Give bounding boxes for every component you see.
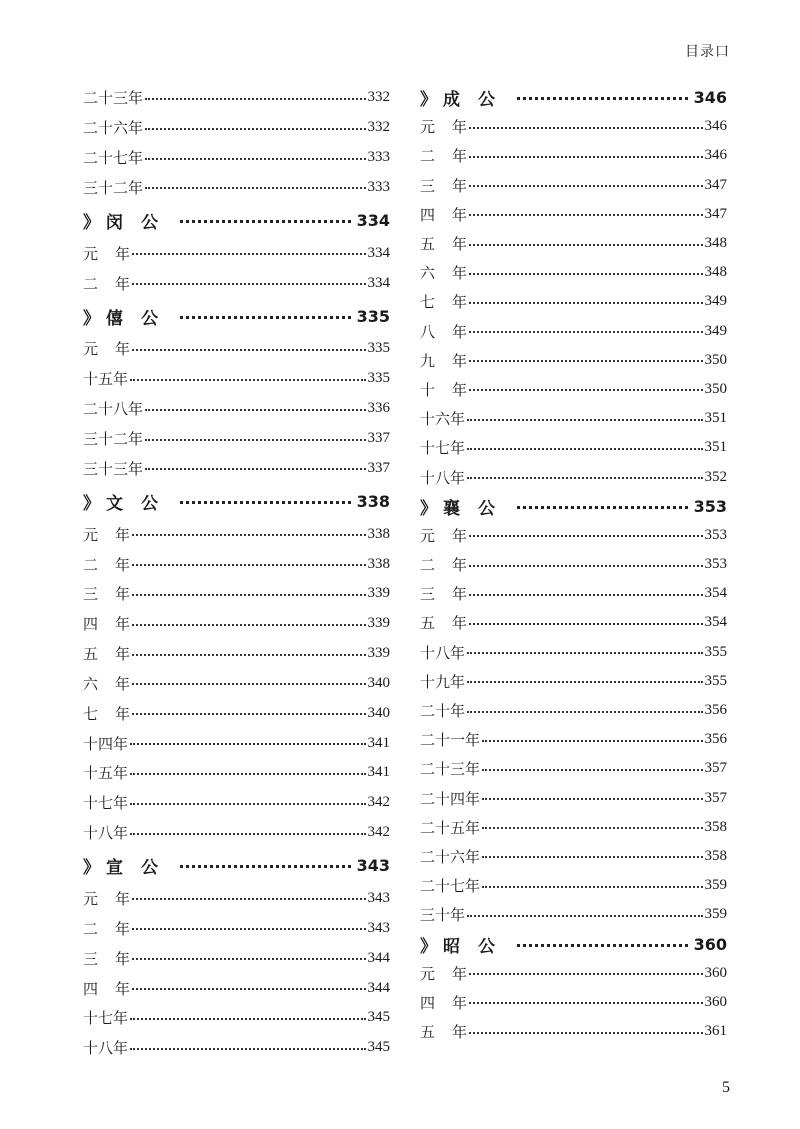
toc-section-heading [420,929,727,958]
toc-entry [420,404,727,433]
dot-leader [469,156,702,158]
toc-section-heading [420,492,727,521]
toc-entry [420,579,727,608]
entry-page-number: 333 [367,149,390,166]
dot-leader [467,419,702,421]
toc-entry [83,334,390,364]
section-title [83,208,158,233]
entry-page-number: 333 [367,178,390,195]
entry-label: 三 年 [83,585,131,604]
entry-label: 四 年 [83,615,131,634]
entry-label: 二 年 [83,919,131,938]
toc-entry [420,608,727,637]
toc-entry [83,453,390,483]
toc-entry [83,143,390,173]
section-marker-icon: 》 [420,498,437,519]
dot-leader [132,654,365,656]
entry-page-number: 335 [367,340,390,357]
entry-page-number: 336 [367,400,390,417]
entry-page-number: 343 [367,919,390,936]
dot-leader [132,928,365,930]
toc-section-heading [83,483,390,519]
dot-leader [132,898,365,900]
toc-entry [83,884,390,914]
entry-page-number: 339 [367,585,390,602]
toc-entry [420,696,727,725]
dot-leader [130,379,365,381]
dot-leader [469,273,702,275]
entry-page-number: 337 [367,430,390,447]
entry-page-number: 335 [367,370,390,387]
entry-page-number: 341 [367,734,390,751]
entry-label: 三十二年 [83,178,144,197]
section-name: 僖 公 [106,308,158,329]
entry-page-number: 358 [704,818,727,835]
page-number: 5 [722,1079,730,1096]
entry-page-number: 356 [704,702,727,719]
entry-label: 二十八年 [83,400,144,419]
dot-leader [469,360,702,362]
entry-page-number: 350 [704,380,727,397]
toc-entry [420,317,727,346]
toc-entry [420,754,727,783]
section-title [420,932,495,957]
entry-label: 二十四年 [420,789,481,808]
entry-label: 十七年 [420,439,466,458]
entry-page-number: 338 [367,525,390,542]
dot-leader [180,865,351,868]
dot-leader [132,958,365,960]
toc-entry [83,943,390,973]
entry-label: 十四年 [83,734,129,753]
section-name: 昭 公 [443,936,495,957]
entry-label: 元 年 [83,340,131,359]
dot-leader [469,594,702,596]
entry-page-number: 360 [704,993,727,1010]
dot-leader [482,769,702,771]
entry-page-number: 346 [704,118,727,135]
dot-leader [132,713,365,715]
entry-page-number: 350 [704,351,727,368]
toc-entry [83,268,390,298]
dot-leader [130,1048,365,1050]
entry-label: 八 年 [420,322,468,341]
entry-label: 二十七年 [83,149,144,168]
toc-entry [420,638,727,667]
entry-page-number: 356 [704,731,727,748]
toc-entry [83,394,390,424]
entry-label: 三 年 [420,585,468,604]
entry-page-number: 346 [693,88,727,108]
entry-page-number: 347 [704,205,727,222]
entry-page-number: 339 [367,615,390,632]
toc-entry [83,818,390,848]
toc-section-heading [420,83,727,112]
toc-entry [420,141,727,170]
dot-leader [145,468,365,470]
entry-label: 十六年 [420,410,466,429]
toc-entry [83,238,390,268]
entry-label: 二十五年 [420,818,481,837]
entry-page-number: 334 [367,274,390,291]
toc-entry [420,229,727,258]
entry-page-number: 344 [367,979,390,996]
entry-page-number: 353 [693,496,727,516]
dot-leader [130,1018,365,1020]
entry-page-number: 340 [367,674,390,691]
toc-entry [83,579,390,609]
entry-page-number: 353 [704,556,727,573]
entry-label: 二 年 [420,147,468,166]
toc-entry [83,913,390,943]
dot-leader [145,187,365,189]
dot-leader [469,185,702,187]
entry-label: 二十三年 [420,760,481,779]
dot-leader [482,827,702,829]
entry-page-number: 349 [704,293,727,310]
entry-page-number: 355 [704,643,727,660]
toc-entry [83,1033,390,1063]
entry-label: 三十二年 [83,430,144,449]
entry-page-number: 359 [704,906,727,923]
dot-leader [132,594,365,596]
entry-page-number: 357 [704,760,727,777]
entry-page-number: 346 [704,147,727,164]
entry-page-number: 338 [356,491,390,511]
entry-label: 十 年 [420,380,468,399]
entry-page-number: 332 [367,89,390,106]
toc-entry [420,667,727,696]
entry-page-number: 334 [367,244,390,261]
entry-label: 二 年 [420,556,468,575]
entry-page-number: 349 [704,322,727,339]
dot-leader [517,97,688,100]
running-header: 目录口 [685,44,730,60]
toc-entry [83,364,390,394]
dot-leader [180,316,351,319]
toc-entry [420,988,727,1017]
entry-label: 十九年 [420,672,466,691]
entry-label: 四 年 [83,979,131,998]
dot-leader [517,506,688,509]
toc-entry [420,725,727,754]
section-marker-icon: 》 [420,90,437,111]
section-title [420,494,495,519]
entry-label: 元 年 [83,889,131,908]
entry-page-number: 345 [367,1039,390,1056]
toc-entry [420,375,727,404]
toc-entry [420,1017,727,1046]
toc-section-heading [83,202,390,238]
entry-label: 二 年 [83,274,131,293]
toc-entry [83,113,390,143]
toc-entry [83,788,390,818]
toc-entry [420,813,727,842]
entry-page-number: 358 [704,847,727,864]
entry-label: 元 年 [420,118,468,137]
dot-leader [469,1002,702,1004]
dot-leader [482,856,702,858]
entry-page-number: 348 [704,264,727,281]
dot-leader [469,302,702,304]
toc-entry [83,83,390,113]
entry-page-number: 342 [367,824,390,841]
entry-page-number: 361 [704,1023,727,1040]
entry-label: 十八年 [420,643,466,662]
dot-leader [132,534,365,536]
section-name: 文 公 [106,493,158,514]
entry-label: 四 年 [420,205,468,224]
toc-entry [420,287,727,316]
entry-label: 九 年 [420,351,468,370]
section-marker-icon: 》 [83,212,100,233]
entry-label: 五 年 [420,614,468,633]
entry-label: 二十七年 [420,877,481,896]
dot-leader [467,681,702,683]
toc-entry [83,758,390,788]
section-name: 襄 公 [443,498,495,519]
entry-label: 二十六年 [420,847,481,866]
section-name: 成 公 [443,90,495,111]
toc-entry [83,698,390,728]
entry-label: 十八年 [420,468,466,487]
dot-leader [132,349,365,351]
entry-page-number: 344 [367,949,390,966]
dot-leader [469,214,702,216]
dot-leader [145,128,365,130]
entry-page-number: 345 [367,1009,390,1026]
entry-page-number: 335 [356,306,390,326]
section-marker-icon: 》 [420,936,437,957]
entry-label: 元 年 [83,525,131,544]
toc-entry [83,424,390,454]
entry-page-number: 355 [704,672,727,689]
entry-page-number: 359 [704,877,727,894]
dot-leader [482,740,702,742]
toc-entry [83,173,390,203]
dot-leader [132,283,365,285]
section-title [83,304,158,329]
dot-leader [469,535,702,537]
dot-leader [467,652,702,654]
dot-leader [467,915,702,917]
section-marker-icon: 》 [83,308,100,329]
dot-leader [132,988,365,990]
entry-label: 五 年 [420,235,468,254]
toc-entry [420,258,727,287]
entry-label: 三十三年 [83,459,144,478]
toc-entry [420,959,727,988]
dot-leader [180,501,351,504]
dot-leader [469,331,702,333]
entry-page-number: 352 [704,468,727,485]
dot-leader [145,98,365,100]
entry-page-number: 342 [367,794,390,811]
toc-entry [420,842,727,871]
entry-label: 二十一年 [420,731,481,750]
section-title [420,85,495,110]
dot-leader [130,773,365,775]
dot-leader [467,477,702,479]
entry-page-number: 338 [367,555,390,572]
toc-entry [420,346,727,375]
entry-label: 五 年 [420,1023,468,1042]
toc-entry [83,609,390,639]
dot-leader [482,886,702,888]
dot-leader [145,158,365,160]
dot-leader [469,973,702,975]
entry-page-number: 357 [704,789,727,806]
section-marker-icon: 》 [83,493,100,514]
dot-leader [469,565,702,567]
entry-page-number: 354 [704,614,727,631]
entry-label: 元 年 [83,244,131,263]
dot-leader [469,389,702,391]
entry-label: 二十六年 [83,119,144,138]
dot-leader [467,448,702,450]
entry-label: 七 年 [83,704,131,723]
dot-leader [145,409,365,411]
dot-leader [469,127,702,129]
section-title [83,489,158,514]
entry-label: 元 年 [420,964,468,983]
toc-entry [420,112,727,141]
entry-page-number: 353 [704,526,727,543]
toc-entry [420,784,727,813]
entry-page-number: 351 [704,439,727,456]
dot-leader [145,439,365,441]
dot-leader [130,803,365,805]
entry-label: 六 年 [420,264,468,283]
toc-entry [83,728,390,758]
entry-label: 二十年 [420,702,466,721]
entry-label: 二十三年 [83,89,144,108]
dot-leader [180,220,351,223]
entry-label: 四 年 [420,993,468,1012]
entry-label: 十七年 [83,794,129,813]
entry-page-number: 343 [356,856,390,876]
dot-leader [469,244,702,246]
toc-entry [420,200,727,229]
entry-page-number: 334 [356,210,390,230]
entry-label: 二 年 [83,555,131,574]
entry-page-number: 351 [704,410,727,427]
toc-entry [420,171,727,200]
dot-leader [132,564,365,566]
section-marker-icon: 》 [83,858,100,879]
entry-label: 七 年 [420,293,468,312]
section-name: 宣 公 [106,858,158,879]
entry-page-number: 354 [704,585,727,602]
toc-entry [83,639,390,669]
entry-label: 三十年 [420,906,466,925]
toc-column-left [83,83,390,1063]
toc-section-heading [83,848,390,884]
dot-leader [132,624,365,626]
entry-page-number: 337 [367,459,390,476]
dot-leader [469,1032,702,1034]
entry-label: 六 年 [83,674,131,693]
toc-column-right [420,83,727,1046]
toc-entry [420,900,727,929]
toc-entry [420,550,727,579]
entry-label: 十八年 [83,1039,129,1058]
entry-label: 十五年 [83,764,129,783]
toc-entry [83,669,390,699]
entry-page-number: 343 [367,889,390,906]
section-name: 闵 公 [106,212,158,233]
entry-page-number: 332 [367,119,390,136]
dot-leader [467,711,702,713]
dot-leader [132,683,365,685]
entry-page-number: 340 [367,704,390,721]
entry-label: 十八年 [83,824,129,843]
dot-leader [132,253,365,255]
dot-leader [482,798,702,800]
toc-entry [83,973,390,1003]
dot-leader [469,623,702,625]
dot-leader [517,944,688,947]
entry-label: 三 年 [83,949,131,968]
entry-page-number: 341 [367,764,390,781]
toc-entry [420,433,727,462]
toc-entry [83,1003,390,1033]
toc-entry [83,519,390,549]
entry-label: 十五年 [83,370,129,389]
toc-section-heading [83,298,390,334]
entry-page-number: 348 [704,235,727,252]
entry-page-number: 360 [693,934,727,954]
toc-entry [420,521,727,550]
dot-leader [130,833,365,835]
entry-label: 十七年 [83,1009,129,1028]
toc-entry [420,871,727,900]
entry-page-number: 347 [704,176,727,193]
entry-label: 五 年 [83,645,131,664]
toc-entry [420,462,727,491]
dot-leader [130,743,365,745]
entry-page-number: 339 [367,645,390,662]
entry-label: 元 年 [420,526,468,545]
toc-entry [83,549,390,579]
section-title [83,853,158,878]
entry-page-number: 360 [704,964,727,981]
entry-label: 三 年 [420,176,468,195]
